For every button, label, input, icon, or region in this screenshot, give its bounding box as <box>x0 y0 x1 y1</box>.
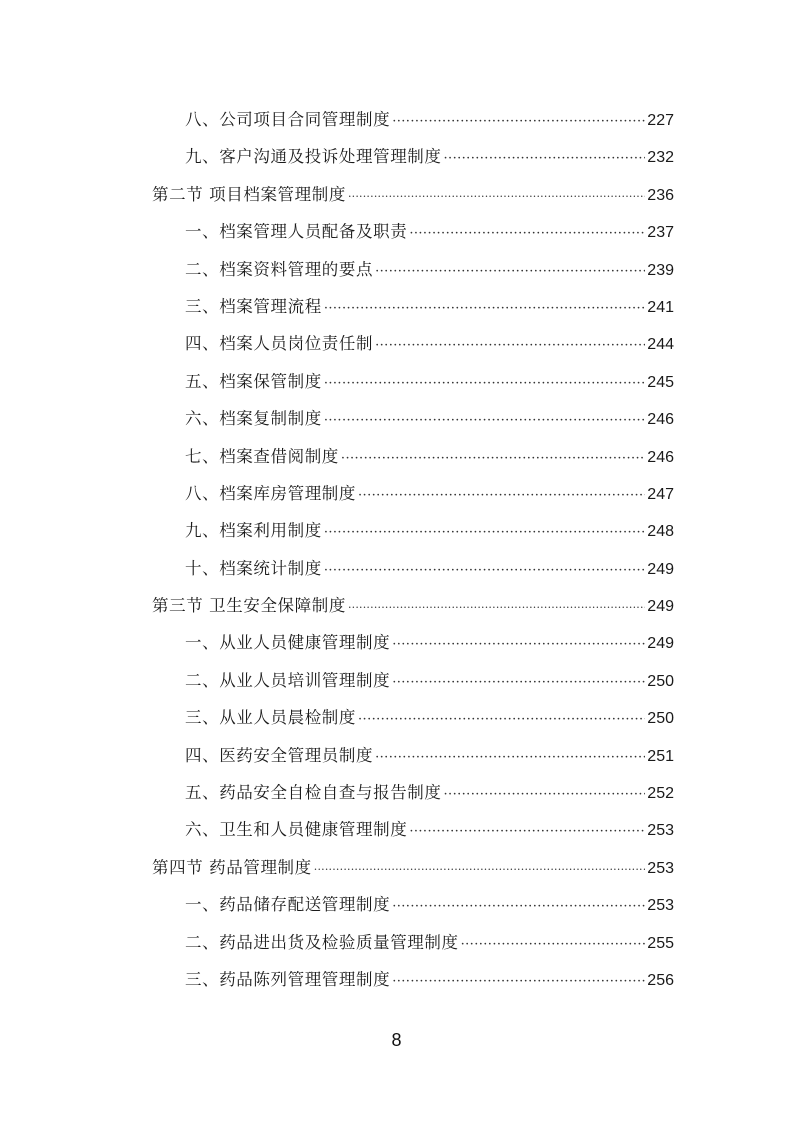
toc-entry-page: 247 <box>647 485 674 503</box>
toc-entry-title: 九、客户沟通及投诉处理管理制度 <box>185 147 442 167</box>
dot-leader <box>375 327 645 364</box>
toc-entry-title: 九、档案利用制度 <box>185 521 322 541</box>
toc-entry-page: 237 <box>647 224 674 242</box>
toc-entry-title: 四、医药安全管理员制度 <box>185 745 374 765</box>
toc-subentry[interactable] <box>152 438 674 475</box>
toc-entry-page: 236 <box>647 186 674 204</box>
toc-entry-page: 249 <box>647 560 674 578</box>
toc-subentry[interactable] <box>152 662 674 699</box>
toc-subentry[interactable] <box>152 924 674 961</box>
toc-entry-page: 246 <box>647 448 674 466</box>
dot-leader <box>444 776 646 813</box>
dot-leader <box>324 290 645 327</box>
dot-leader <box>341 440 645 477</box>
toc-entry-title: 一、药品储存配送管理制度 <box>185 895 391 915</box>
toc-entry-page: 253 <box>647 822 674 840</box>
toc-entry-page: 249 <box>647 598 674 616</box>
page-number: 8 <box>391 1030 402 1050</box>
dot-leader <box>314 851 646 888</box>
dot-leader <box>461 926 646 963</box>
toc-entry-title: 二、从业人员培训管理制度 <box>185 670 391 690</box>
toc-subentry[interactable] <box>152 251 674 288</box>
toc-entry-page: 249 <box>647 635 674 653</box>
toc-subentry[interactable] <box>152 811 674 848</box>
toc-entry-title: 六、档案复制制度 <box>185 409 322 429</box>
toc-entry-title: 七、档案查借阅制度 <box>185 446 339 466</box>
dot-leader <box>392 963 645 1000</box>
toc-entry-page: 227 <box>647 112 674 129</box>
toc-entry-title: 三、从业人员晨检制度 <box>185 708 356 728</box>
toc-subentry[interactable] <box>152 325 674 362</box>
toc-section-entry[interactable] <box>152 176 674 213</box>
toc-entry-page: 252 <box>647 785 674 803</box>
toc-subentry[interactable] <box>152 961 674 998</box>
table-of-contents <box>152 101 674 998</box>
toc-subentry[interactable] <box>152 138 674 175</box>
toc-entry-title: 三、药品陈列管理管理制度 <box>185 969 391 989</box>
dot-leader <box>375 253 645 290</box>
toc-entry-title: 五、药品安全自检自查与报告制度 <box>185 783 442 803</box>
toc-entry-page: 251 <box>647 747 674 765</box>
toc-entry-title: 八、档案库房管理制度 <box>185 483 356 503</box>
toc-subentry[interactable] <box>152 363 674 400</box>
toc-entry-page: 250 <box>647 710 674 728</box>
toc-entry-title: 一、档案管理人员配备及职责 <box>185 222 408 242</box>
toc-entry-page: 253 <box>647 859 674 877</box>
toc-entry-page: 256 <box>647 971 674 989</box>
toc-entry-title: 八、公司项目合同管理制度 <box>185 110 391 129</box>
toc-subentry[interactable] <box>152 886 674 923</box>
toc-entry-page: 248 <box>647 523 674 541</box>
toc-subentry[interactable] <box>152 624 674 661</box>
dot-leader <box>348 589 645 626</box>
dot-leader <box>324 514 645 551</box>
toc-subentry[interactable] <box>152 101 674 138</box>
dot-leader <box>392 664 645 701</box>
toc-entry-title: 第四节 药品管理制度 <box>152 857 312 877</box>
toc-entry-title: 十、档案统计制度 <box>185 558 322 578</box>
dot-leader <box>392 103 645 140</box>
toc-entry-page: 244 <box>647 336 674 354</box>
toc-section-entry[interactable] <box>152 849 674 886</box>
toc-subentry[interactable] <box>152 737 674 774</box>
toc-entry-title: 二、药品进出货及检验质量管理制度 <box>185 932 459 952</box>
dot-leader <box>392 626 645 663</box>
dot-leader <box>409 215 645 252</box>
toc-entry-title: 第二节 项目档案管理制度 <box>152 184 346 204</box>
dot-leader <box>444 140 646 177</box>
dot-leader <box>375 739 645 776</box>
toc-entry-page: 246 <box>647 411 674 429</box>
toc-entry-title: 第三节 卫生安全保障制度 <box>152 596 346 616</box>
toc-entry-title: 四、档案人员岗位责任制 <box>185 334 374 354</box>
toc-subentry[interactable] <box>152 699 674 736</box>
dot-leader <box>348 178 645 215</box>
toc-subentry[interactable] <box>152 475 674 512</box>
dot-leader <box>324 402 645 439</box>
dot-leader <box>409 813 645 850</box>
toc-subentry[interactable] <box>152 288 674 325</box>
toc-entry-page: 253 <box>647 897 674 915</box>
dot-leader <box>358 477 645 514</box>
toc-entry-page: 245 <box>647 373 674 391</box>
toc-entry-page: 241 <box>647 298 674 316</box>
toc-entry-page: 250 <box>647 672 674 690</box>
dot-leader <box>392 888 645 925</box>
toc-entry-page: 239 <box>647 261 674 279</box>
toc-subentry[interactable] <box>152 512 674 549</box>
toc-entry-page: 232 <box>647 149 674 167</box>
toc-section-entry[interactable] <box>152 587 674 624</box>
toc-entry-page: 255 <box>647 934 674 952</box>
toc-entry-title: 五、档案保管制度 <box>185 371 322 391</box>
dot-leader <box>358 701 645 738</box>
toc-subentry[interactable] <box>152 774 674 811</box>
toc-entry-title: 六、卫生和人员健康管理制度 <box>185 820 408 840</box>
toc-entry-title: 三、档案管理流程 <box>185 296 322 316</box>
dot-leader <box>324 365 645 402</box>
toc-subentry[interactable] <box>152 213 674 250</box>
toc-entry-title: 二、档案资料管理的要点 <box>185 259 374 279</box>
toc-entry-title: 一、从业人员健康管理制度 <box>185 633 391 653</box>
toc-subentry[interactable] <box>152 550 674 587</box>
toc-subentry[interactable] <box>152 400 674 437</box>
dot-leader <box>324 552 645 589</box>
